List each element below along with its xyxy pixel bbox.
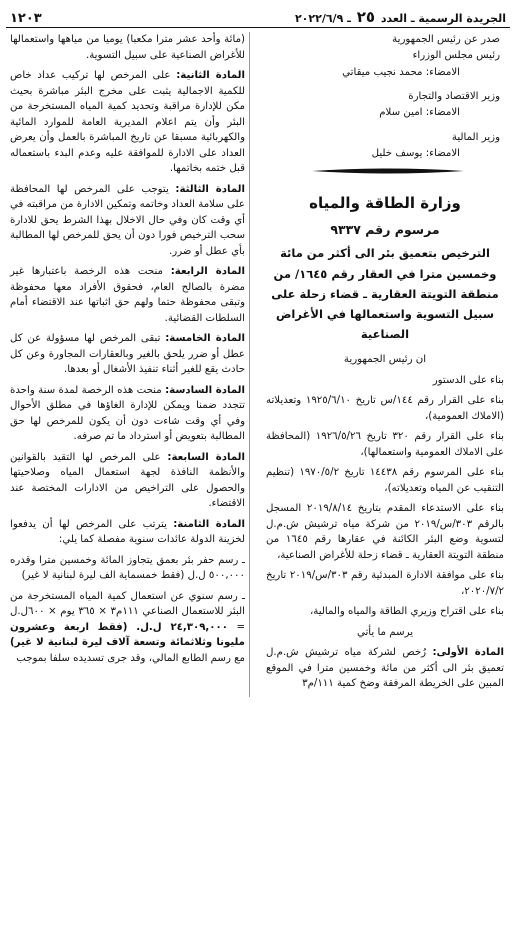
article-5 — [10, 331, 245, 378]
fee-item-annual — [10, 589, 245, 667]
fee-tail: مع رسم الطابع المالي، وقد جرى تسديده سلفا بموجب — [16, 652, 245, 664]
decrees-line: يرسم ما يأتي — [356, 626, 414, 638]
article-label: المادة السابعة: — [167, 451, 246, 463]
signature-line: رئيس مجلس الوزراء — [412, 50, 500, 62]
journal-name: الجريدة الرسمية ـ العدد — [380, 12, 506, 25]
article-label: المادة الأولى: — [432, 647, 504, 659]
article-4 — [10, 264, 245, 326]
preamble-line: ان رئيس الجمهورية — [343, 354, 427, 366]
article-text: منحت هذه الرخصة لمدة سنة واحدة تتجدد ضمنا ويمكن للإدارة الغاؤها في مطلق الأحوال وفي أي وقت شاءت دون أن يكون للمرخص لها حق المطالبة بتعويض أو استرداد ما تم صرفه. — [10, 384, 245, 442]
signature-line: الامضاء: امين سلام — [379, 107, 460, 119]
article-label: المادة الرابعة: — [170, 266, 245, 277]
article-label: المادة الثالثة: — [175, 183, 245, 195]
article-6 — [10, 383, 245, 445]
article-text: رُخص لشركة مياه ترشيش ش.م.ل تعميق بئر الى أكثر من مائة وخمسين مترا في الموقع المبين على الخريطة المرفقة وضخ كمية ١١١/م٣ — [266, 647, 504, 690]
article-label: المادة الثانية: — [176, 70, 245, 81]
preamble-line: بناء على الاستدعاء المقدم بتاريخ ٢٠١٩/٨/١٤ المسجل بالرقم ٣٠٣/س/٢٠١٩ من شركة مياه ترشيش ش.م.ل لتسوية وضع البئر الكائنة في عقارها رقم ١٦٤٥ من منطقة التويتة العقارية ـ قضاء زحلة للأغراض الصناعية، — [266, 503, 504, 561]
signature-line: الامضاء: محمد نجيب ميقاتي — [342, 66, 460, 78]
article-label: المادة الثامنة: — [173, 518, 245, 530]
fee-item-drilling: ـ رسم حفر بئر بعمق يتجاوز المائة وخمسين مترا وقدره ٥٠٠,٠٠٠ ل.ل (فقط خمسماية الف ليرة لبنانية لا غير) — [10, 554, 245, 581]
signature-line: وزير المالية — [451, 131, 500, 143]
preamble-line: بناء على القرار رقم ١٤٤/س تاريخ ١٩٢٥/٦/١٠ وتعديلاته (الاملاك العمومية)، — [266, 395, 504, 422]
article-label: المادة الخامسة: — [165, 333, 245, 344]
preamble-line: بناء على موافقة الادارة المبدئية رقم ٣٠٣/س/٢٠١٩ تاريخ ٢٠٢٠/٧/٢، — [266, 570, 504, 597]
article-2 — [10, 68, 245, 177]
article-text: يترتب على المرخص لها أن يدفعوا لخزينة الدولة عائدات سنوية مفصلة كما يلي: — [10, 518, 245, 545]
issue-number: ٢٥ — [356, 8, 376, 26]
two-column-body — [6, 32, 510, 697]
article-text: على المرخص لها التقيد بالقوانين والأنظمة النافذة لجهة استعمال المياه وصلاحيتها والحصول على التراخيص من الادارات المختصة عند الاقتضاء. — [10, 451, 245, 509]
preamble-line: بناء على الدستور — [432, 374, 504, 386]
signature-line: صدر عن رئيس الجمهورية — [392, 34, 500, 45]
preamble-line: بناء على المرسوم رقم ١٤٤٣٨ تاريخ ١٩٧٠/٥/٢ (تنظيم التنقيب عن المياه وتعديلاته)، — [266, 467, 505, 494]
article-8 — [10, 517, 245, 548]
decree-number: مرسوم رقم ٩٣٣٧ — [330, 222, 440, 238]
ministry-heading: وزارة الطاقة والمياه — [309, 193, 461, 212]
fee-formula: ـ رسم سنوي عن استعمال كمية المياه المستخرجة من البئر للاستعمال الصناعي ١١١م٣ × ٣٦٥ يوم × ٦٠٠ل.ل = — [10, 590, 245, 633]
article-label: المادة السادسة: — [165, 384, 245, 396]
issue-date: ـ ٢٠٢٢/٦/٩ — [294, 12, 351, 25]
article-text: تبقى المرخص لها مسؤولة عن كل عطل أو ضرر يلحق بالغير وبالعقارات المجاورة وعن كل حادث يقع للغير أثناء تنفيذ الأشغال أو بعدها. — [10, 333, 245, 375]
continuation-text: (مائة وأحد عشر مترا مكعبا) يوميا من مياهها واستعمالها للأغراض الصناعية على سبيل التسوية. — [10, 34, 245, 61]
header-journal-info — [295, 6, 506, 29]
signature-line: الامضاء: يوسف خليل — [371, 147, 460, 159]
preamble-line: بناء على القرار رقم ٣٢٠ تاريخ ١٩٢٦/٥/٢٦ (المحافظة على الاملاك العمومية واستعمالها)، — [266, 431, 504, 458]
left-column — [6, 32, 250, 697]
article-text: منحت هذه الرخصة باعتبارها غير مضرة بالصالح العام، فحقوق الأفراد معها محفوظة وتبقى محفوظة حتما ولهم حق اثباتها عند الاقتضاء أمام السلطات القضائية. — [10, 266, 245, 324]
article-text: يتوجب على المرخص لها المحافظة على سلامة العداد وخاتمه وتمكين الادارة من مراقبته في أي وقت كان وفي حال الاخلال بهذا الشرط يحق للادارة سحب الترخيص فورا دون أن يحق للمرخص لها المطالبة بأي عطل أو ضرر. — [10, 183, 245, 257]
right-column — [266, 32, 510, 697]
article-text: على المرخص لها تركيب عداد خاص للكمية الاجمالية يثبت على مخرج البئر مباشرة بحيث مكن للإدارة مراقبة وتحديد كمية المياه المستخرجة من البئر وأن يتم اعلام المديرية العامة للموارد المائية والكهربائية مسبقا عن تاريخ المباشرة بالعمل وأن يعرض العداد على الادارة للموافقة عليه وعدم البدء باستعماله قبل ختمه بخاتمها. — [10, 70, 245, 174]
section-divider — [272, 166, 504, 176]
article-7 — [10, 450, 245, 512]
page-header — [6, 6, 510, 28]
decree-title: الترخيص بتعميق بئر الى أكثر من مائة وخمسين مترا في العقار رقم ١٦٤٥/ من منطقة التويتة العقارية ـ قضاء زحلة على سبيل التسوية واستعمالها في الأغراض الصناعية — [271, 246, 499, 341]
preamble-line: بناء على اقتراح وزيري الطاقة والمياه والمالية، — [309, 606, 504, 618]
page-number: ١٢٠٣ — [10, 11, 42, 26]
fee-amount: ٢٤,٣٠٩,٠٠٠ ل.ل. (فقط اربعة وعشرون مليونا وثلاثمائة وتسعة آلاف ليرة لبنانية لا غير) — [10, 621, 245, 648]
signature-line: وزير الاقتصاد والتجارة — [408, 90, 500, 102]
article-3 — [10, 182, 245, 260]
article-1 — [266, 645, 504, 692]
